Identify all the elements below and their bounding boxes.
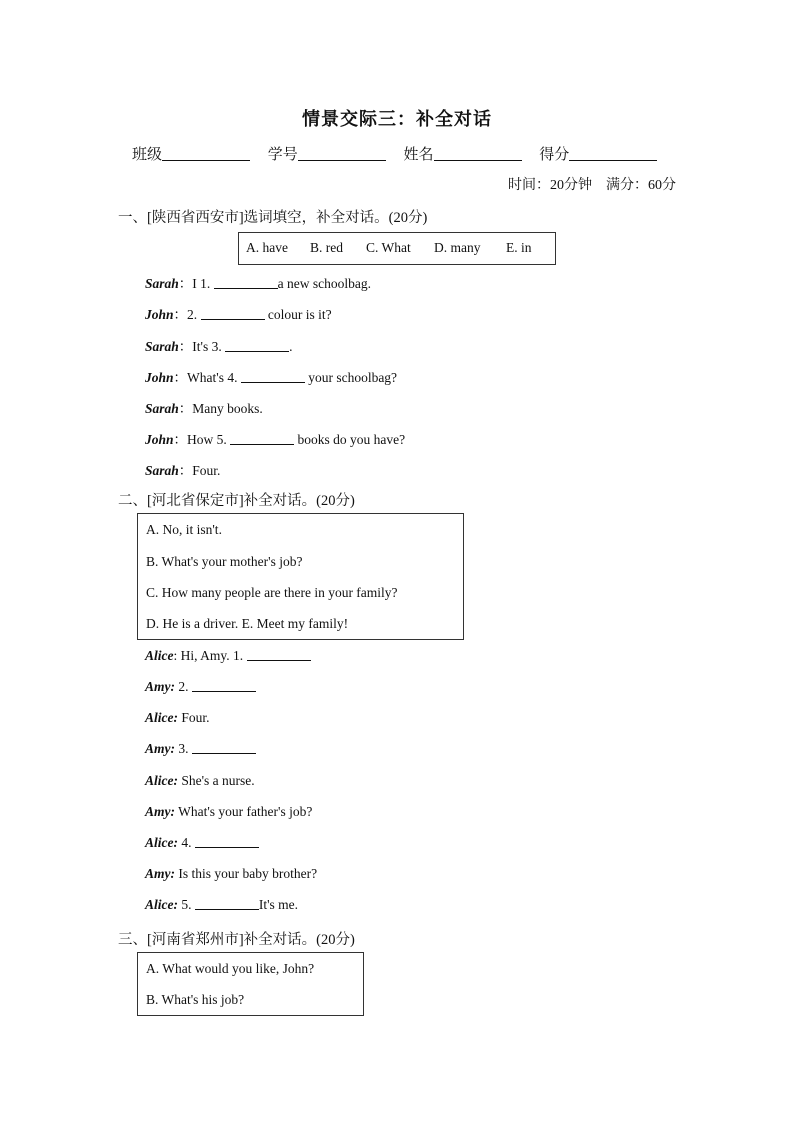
answer-blank[interactable] [230,432,294,445]
dialogue-line: Amy: Is this your baby brother? [145,866,318,881]
section-1-heading: 一、[陕西省西安市]选词填空，补全对话。(20分) [118,210,428,226]
answer-blank[interactable] [241,370,305,383]
page-title: 情景交际三：补全对话 [302,109,492,129]
dialogue-line: John：How 5. books do you have? [145,432,406,447]
dialogue-line: Amy: What's your father's job? [145,804,313,819]
section-2-heading: 二、[河北省保定市]补全对话。(20分) [118,493,355,509]
option-b: B. What's his job? [146,992,245,1007]
option-b: B. What's your mother's job? [146,554,303,569]
class-field[interactable]: 班级 [132,143,250,164]
dialogue-line: Alice: Hi, Amy. 1. [145,648,311,664]
answer-blank[interactable] [201,307,265,320]
number-field[interactable]: 学号 [268,143,386,164]
dialogue-line: Alice: Four. [145,710,210,725]
option-c: C. How many people are there in your family? [146,585,398,600]
name-field[interactable]: 姓名 [404,143,522,164]
timing-info [494,174,676,194]
dialogue-line: Alice: 5. It's me. [145,897,299,912]
section-2-option-box [137,513,464,640]
time-limit: 时间：20分钟 [508,178,592,193]
option-d: D. many [434,240,481,255]
dialogue-line: John：What's 4. your schoolbag? [145,370,398,385]
option-a: A. No, it isn't. [146,522,222,537]
dialogue-line: Amy: 3. [145,741,256,757]
dialogue-line: Alice: 4. [145,835,259,851]
section-3-heading: 三、[河南省郑州市]补全对话。(20分) [118,932,355,948]
dialogue-line: Amy: 2. [145,679,256,695]
dialogue-line: John：2. colour is it? [145,307,332,322]
dialogue-line: Sarah：It's 3. . [145,339,293,354]
section-1-word-box [238,232,556,265]
answer-blank[interactable] [192,679,256,692]
full-score: 满分：60分 [606,178,676,193]
answer-blank[interactable] [192,741,256,754]
dialogue-line: Alice: She's a nurse. [145,773,255,788]
option-d-e: D. He is a driver. E. Meet my family! [146,616,349,631]
answer-blank[interactable] [247,648,311,661]
dialogue-line: Sarah：Many books. [145,401,263,416]
student-info-row [132,143,671,164]
score-field[interactable]: 得分 [539,143,657,164]
option-c: C. What [366,240,411,255]
option-b: B. red [310,240,343,255]
option-a: A. have [246,240,288,255]
answer-blank[interactable] [214,276,278,289]
option-a: A. What would you like, John? [146,961,315,976]
option-e: E. in [506,240,532,255]
dialogue-line: Sarah：I 1. a new schoolbag. [145,276,372,291]
answer-blank[interactable] [195,897,259,910]
answer-blank[interactable] [225,339,289,352]
dialogue-line: Sarah：Four. [145,463,221,478]
answer-blank[interactable] [195,835,259,848]
section-3-option-box [137,952,364,1016]
